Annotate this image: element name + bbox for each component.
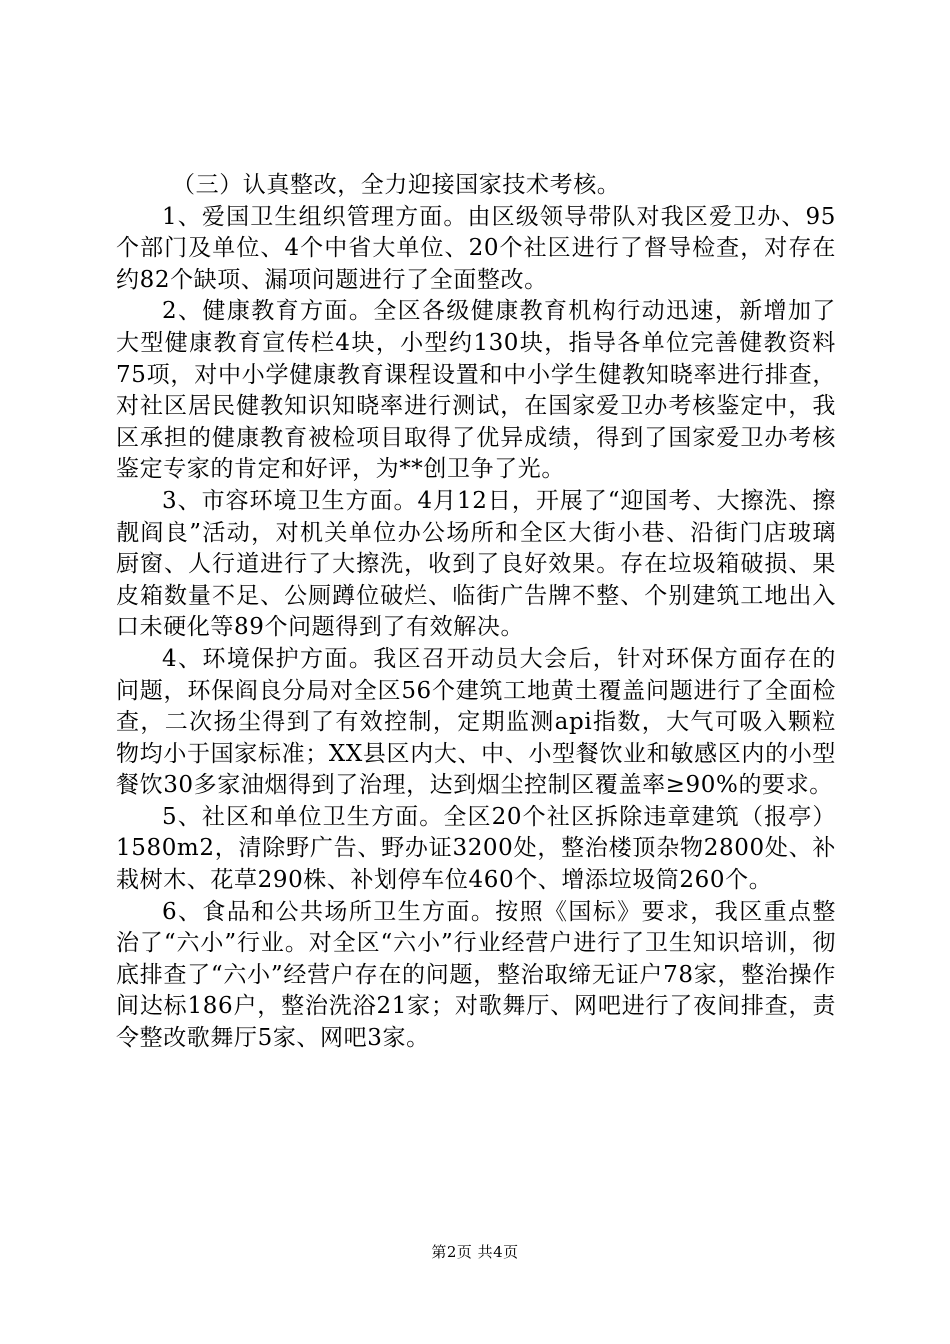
document-body <box>116 170 836 1055</box>
page-indicator: 第2页 共4页 <box>431 1243 519 1261</box>
paragraph-environment-protection: 4、环境保护方面。我区召开动员大会后，针对环保方面存在的问题，环保阎良分局对全区56个建筑工地黄土覆盖问题进行了全面检查，二次扬尘得到了有效控制，定期监测api指数，大气可吸入颗粒物均小于国家标准；XX县区内大、中、小型餐饮业和敏感区内的小型餐饮30多家油烟得到了治理，达到烟尘控制区覆盖率≥90%的要求。 <box>116 645 836 799</box>
section-heading: （三）认真整改，全力迎接国家技术考核。 <box>172 172 621 198</box>
page-footer <box>0 1241 950 1262</box>
paragraph-health-education: 2、健康教育方面。全区各级健康教育机构行动迅速，新增加了大型健康教育宣传栏4块，小型约130块，指导各单位完善健教资料75项，对中小学健康教育课程设置和中小学生健教知晓率进行排查，对社区居民健教知识知晓率进行测试，在国家爱卫办考核鉴定中，我区承担的健康教育被检项目取得了优异成绩，得到了国家爱卫办考核鉴定专家的肯定和好评，为**创卫争了光。 <box>116 298 836 483</box>
paragraph-food-public-places: 6、食品和公共场所卫生方面。按照《国标》要求，我区重点整治了“六小”行业。对全区“六小”行业经营户进行了卫生知识培训，彻底排查了“六小”经营户存在的问题，整治取缔无证户78家，整治操作间达标186户，整治洗浴21家；对歌舞厅、网吧进行了夜间排查，责令整改歌舞厅5家、网吧3家。 <box>116 898 836 1052</box>
paragraph-city-environment: 3、市容环境卫生方面。4月12日，开展了“迎国考、大擦洗、擦靓阎良”活动，对机关单位办公场所和全区大街小巷、沿街门店玻璃厨窗、人行道进行了大擦洗，收到了良好效果。存在垃圾箱破损、果皮箱数量不足、公厕蹲位破烂、临街广告牌不整、个别建筑工地出入口未硬化等89个问题得到了有效解决。 <box>116 487 836 641</box>
paragraph-organization-management: 1、爱国卫生组织管理方面。由区级领导带队对我区爱卫办、95个部门及单位、4个中省大单位、20个社区进行了督导检查，对存在约82个缺项、漏项问题进行了全面整改。 <box>116 203 836 293</box>
paragraph-community-hygiene: 5、社区和单位卫生方面。全区20个社区拆除违章建筑（报亭）1580m2，清除野广告、野办证3200处，整治楼顶杂物2800处、补栽树木、花草290株、补划停车位460个、增添垃圾筒260个。 <box>116 803 836 894</box>
